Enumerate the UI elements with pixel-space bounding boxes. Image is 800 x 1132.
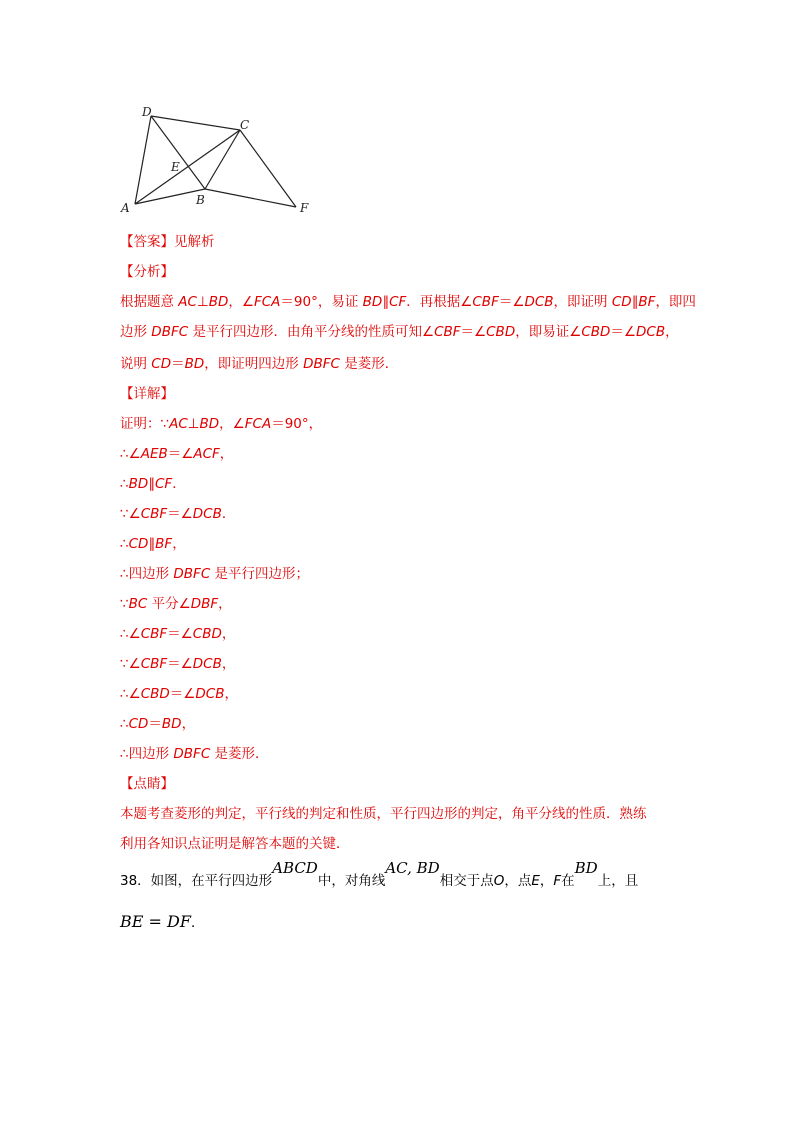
- answer-text: 见解析: [174, 234, 215, 250]
- analysis-heading: 【分析】: [120, 264, 174, 280]
- analysis-line-3: 说明 CD＝BD，即证明四边形 DBFC 是菱形．: [120, 356, 399, 372]
- segment-BF: [205, 189, 296, 207]
- comment-line-1: 本题考查菱形的判定，平行线的判定和性质，平行四边形的判定，角平分线的性质．熟练: [120, 806, 647, 822]
- proof-step-2: ∴∠AEB＝∠ACF，: [120, 446, 234, 462]
- proof-step-4: ∵∠CBF＝∠DCB．: [120, 506, 236, 522]
- analysis-line-1: 根据题意 AC⊥BD，∠FCA＝90°，易证 BD∥CF．再根据∠CBF＝∠DCB，即证明 CD∥BF，即四: [120, 294, 696, 310]
- segment-DC: [151, 116, 240, 130]
- proof-step-5: ∴CD∥BF，: [120, 536, 186, 552]
- comment-heading: 【点睛】: [120, 776, 174, 792]
- proof-step-10: ∴∠CBD＝∠DCB，: [120, 686, 238, 702]
- proof-step-8: ∴∠CBF＝∠CBD，: [120, 626, 236, 642]
- geometry-figure: [116, 100, 316, 220]
- problem-38-line-1: 38．如图，在平行四边形ABCD中，对角线AC, BD相交于点O，点E，F在BD上，且: [120, 859, 639, 889]
- point-label-E: E: [171, 160, 180, 174]
- proof-step-1: 证明：∵AC⊥BD，∠FCA＝90°，: [120, 416, 323, 432]
- proof-step-9: ∵∠CBF＝∠DCB，: [120, 656, 236, 672]
- proof-step-3: ∴BD∥CF．: [120, 476, 186, 492]
- segment-CF: [240, 130, 296, 207]
- proof-step-12: ∴四边形 DBFC 是菱形．: [120, 746, 269, 762]
- problem-38-line-2: BE = DF．: [120, 912, 205, 931]
- answer-line: [120, 232, 215, 252]
- math-bd: BD: [574, 859, 598, 877]
- segment-DB: [151, 116, 205, 189]
- answer-heading: 【答案】: [120, 234, 174, 250]
- proof-step-7: ∵BC 平分∠DBF，: [120, 596, 232, 612]
- point-label-C: C: [240, 118, 250, 132]
- analysis-line-2: 边形 DBFC 是平行四边形．由角平分线的性质可知∠CBF＝∠CBD，即易证∠CBD＝∠DCB，: [120, 324, 679, 340]
- point-label-D: D: [142, 105, 152, 119]
- detail-heading: 【详解】: [120, 386, 174, 402]
- comment-line-2: 利用各知识点证明是解答本题的关键．: [120, 836, 350, 852]
- point-label-F: F: [300, 201, 309, 215]
- point-label-B: B: [196, 193, 205, 207]
- point-label-A: A: [121, 201, 130, 215]
- segment-DA: [135, 116, 151, 204]
- segment-BC: [205, 130, 240, 189]
- math-abcd: ABCD: [272, 859, 318, 877]
- math-ac-bd: AC, BD: [385, 859, 440, 877]
- proof-step-6: ∴四边形 DBFC 是平行四边形；: [120, 566, 310, 582]
- proof-step-11: ∴CD＝BD，: [120, 716, 196, 732]
- math-be-eq-df: BE = DF: [120, 912, 191, 931]
